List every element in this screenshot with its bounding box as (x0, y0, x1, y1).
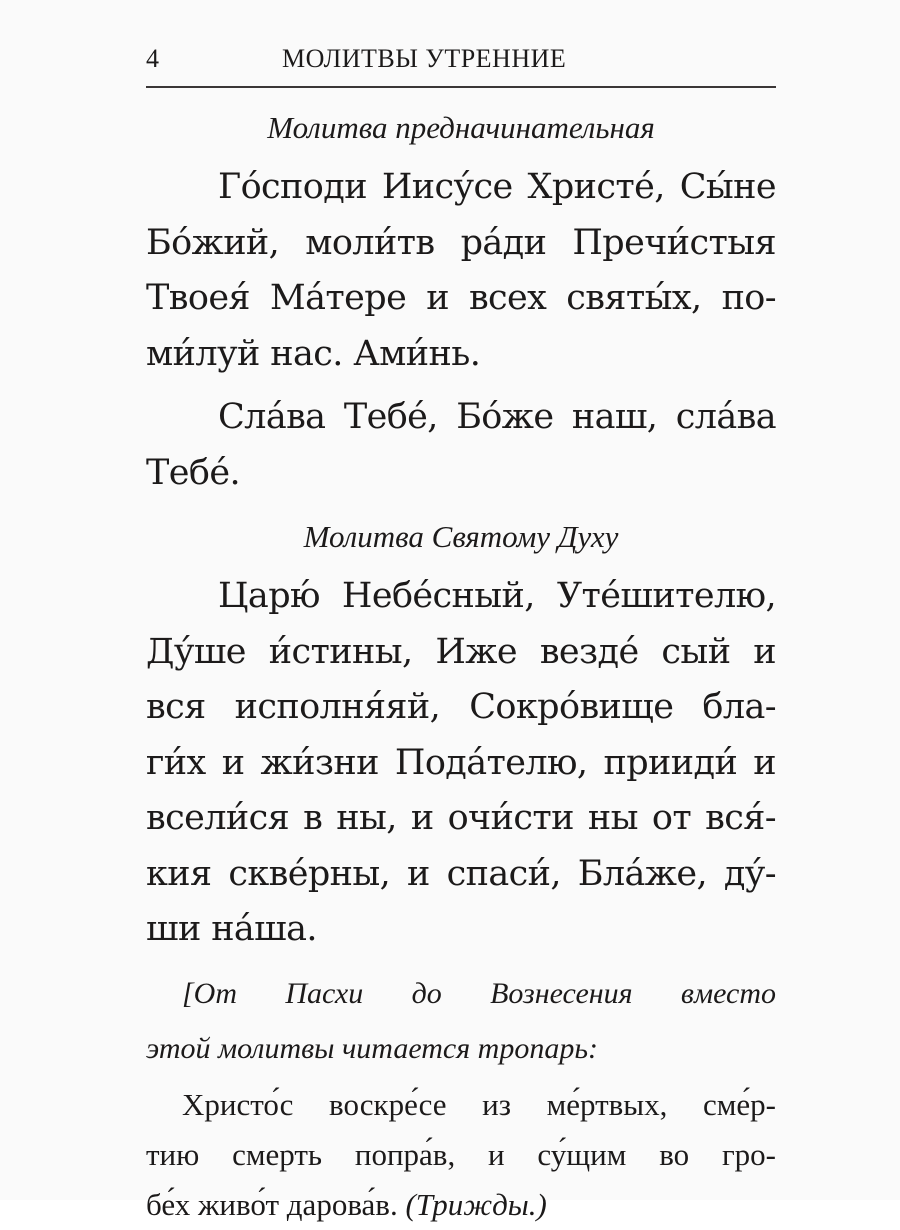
text-line: кия скве́рны, и спаси́, Бла́же, ду́- (146, 853, 776, 894)
rubric-note (146, 966, 776, 1076)
text-line: ши на́ша. (146, 909, 317, 949)
doxology-text (146, 390, 776, 501)
text-line: ги́х и жи́зни Пода́телю, прииди́ и (146, 742, 776, 783)
running-title: МОЛИТВЫ УТРЕННИЕ (282, 44, 567, 73)
prayer-opening-text (146, 160, 776, 382)
troparion-text (146, 1080, 776, 1230)
text-line: вся исполня́яй, Сокро́вище бла- (146, 687, 776, 727)
note-line: этой молитвы читается тропарь: (146, 1031, 598, 1065)
text-line: Царю́ Небе́сный, Уте́шителю, (218, 576, 776, 616)
text-line: ми́луй нас. Ами́нь. (146, 333, 481, 374)
page-body (146, 100, 776, 1230)
text-line: Ду́ше и́стины, Иже везде́ сый и (146, 631, 776, 672)
page-number: 4 (146, 44, 159, 73)
text-line: Твоея́ Ма́тере и всех святы́х, по- (146, 278, 776, 318)
prayer-heading-holy-spirit: Молитва Святому Духу (303, 519, 619, 554)
text-line: всели́ся в ны, и очи́сти ны от вся́- (146, 798, 776, 838)
page-header (146, 38, 776, 88)
text-line: Тебе́. (146, 452, 240, 493)
text-line: Бо́жий, моли́тв ра́ди Пречи́стыя (146, 222, 776, 263)
troparion-rubric: (Трижды.) (405, 1186, 547, 1222)
text-line (146, 1180, 776, 1230)
text-line: Го́споди Иису́се Христе́, Сы́не (218, 167, 776, 207)
prayer-holy-spirit-text (146, 569, 776, 958)
troparion-last-words: бе́х живо́т дарова́в. (146, 1186, 398, 1222)
text-line: Сла́ва Тебе́, Бо́же наш, сла́ва (218, 397, 776, 437)
note-line: [От Пасхи до Вознесения вместо (182, 976, 776, 1010)
text-line: Христо́с воскре́се из ме́ртвых, сме́р- (182, 1086, 776, 1122)
prayer-heading-opening: Молитва предначинательная (267, 110, 655, 145)
text-line: тию смерть попра́в, и су́щим во гро- (146, 1136, 776, 1172)
